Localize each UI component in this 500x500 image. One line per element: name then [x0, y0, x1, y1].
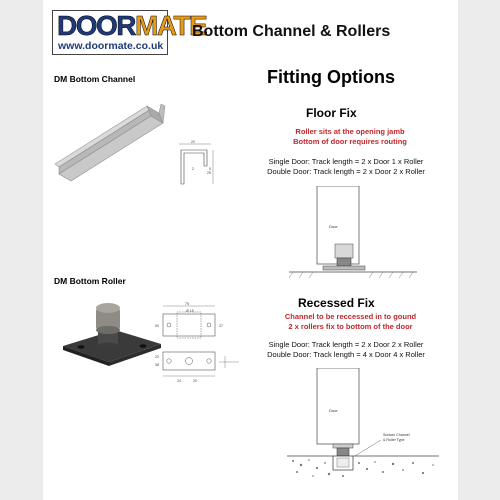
recessed-fix-title: Recessed Fix — [298, 296, 375, 310]
roller-dim-length: 75 — [185, 302, 189, 306]
fitting-options-title: Fitting Options — [267, 67, 395, 87]
roller-dim-base-a: 20 — [155, 355, 159, 359]
recessed-fix-drawing — [283, 368, 443, 488]
channel-dim-thickness: 2 — [192, 167, 194, 171]
floor-note-line: Bottom of door requires routing — [293, 137, 407, 146]
recessed-calc-line: Single Door: Track length = 2 x Door 2 x Roller — [268, 340, 424, 349]
recessed-callout-line: Sunken Channel — [383, 433, 410, 437]
channel-dim-lip: 5 — [209, 167, 211, 171]
roller-render-image — [57, 300, 167, 370]
logo-url: www.doormate.co.uk — [58, 40, 164, 52]
floor-note-line: Roller sits at the opening jamb — [295, 127, 405, 136]
roller-dim-height: 37 — [219, 324, 223, 328]
roller-label: DM Bottom Roller — [54, 276, 126, 286]
roller-dim-width: 50 — [155, 324, 159, 328]
channel-dim-height: 25 — [207, 171, 211, 175]
recessed-fix-notes — [253, 312, 448, 332]
roller-dim-base-b: 38 — [155, 363, 159, 367]
recessed-note-line: Channel to be reccessed in to gound — [284, 312, 417, 321]
floor-calc-line: Single Door: Track length = 2 x Door 1 x Roller — [268, 157, 424, 166]
product-sheet — [43, 0, 458, 500]
floor-fix-notes — [265, 127, 435, 147]
floor-calc-line: Double Door: Track length = 2 x Door 2 x Roller — [267, 167, 425, 176]
recessed-callout-line: & Roller Type — [383, 438, 405, 442]
logo-wordmark — [57, 11, 206, 41]
recessed-door-label: Door — [329, 408, 338, 413]
logo-mate-text: MATE — [135, 10, 207, 41]
floor-fix-calcs — [243, 157, 449, 177]
recessed-calc-line: Double Door: Track length = 4 x Door 4 x Roller — [267, 350, 425, 359]
channel-render-image — [51, 92, 169, 184]
page-title: Bottom Channel & Rollers — [192, 23, 391, 40]
recessed-fix-calcs — [243, 340, 449, 360]
channel-label: DM Bottom Channel — [54, 74, 136, 84]
floor-fix-drawing — [283, 186, 423, 282]
channel-section-drawing — [171, 140, 219, 195]
doormate-logo[interactable] — [52, 10, 207, 55]
floor-door-label: Door — [329, 224, 338, 229]
logo-door-text: DOOR — [57, 10, 135, 41]
roller-dim-base-d: 20 — [193, 379, 197, 383]
floor-fix-title: Floor Fix — [306, 106, 357, 120]
roller-dim-diameter: Ø 18 — [186, 309, 194, 313]
channel-dim-width: 20 — [191, 140, 195, 144]
recessed-note-line: 2 x rollers fix to bottom of the door — [288, 322, 413, 331]
roller-dim-base-c: 24 — [177, 379, 181, 383]
roller-plan-drawing — [153, 300, 243, 390]
